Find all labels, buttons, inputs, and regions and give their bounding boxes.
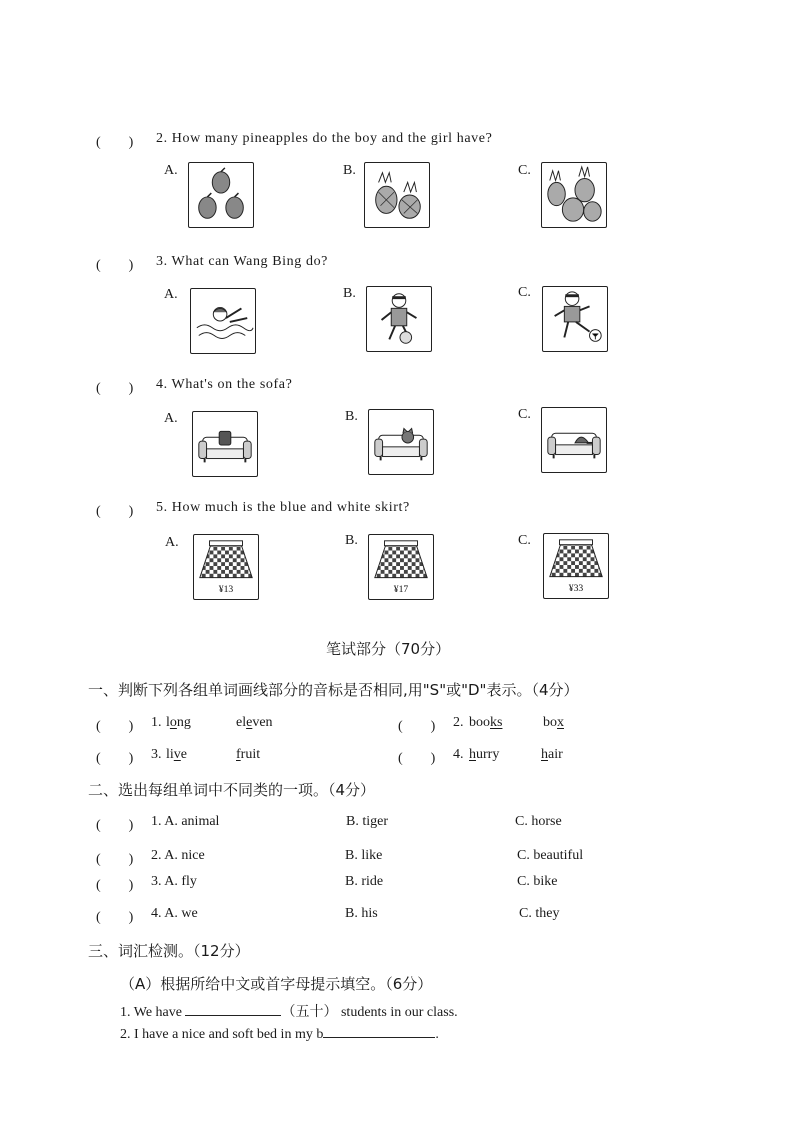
- option-a: 2. A. nice: [151, 848, 205, 863]
- answer-paren[interactable]: ( ): [96, 719, 134, 734]
- answer-paren[interactable]: ( ): [96, 878, 134, 893]
- option-a: 3. A. fly: [151, 874, 197, 889]
- option-a: 1. A. animal: [151, 814, 220, 829]
- option-label: C.: [518, 163, 531, 178]
- option-b: B. like: [345, 848, 383, 863]
- sentence-1: 1. We have （五十） students in our class.: [120, 1004, 458, 1020]
- part3-sub-a: （A）根据所给中文或首字母提示填空。（6分）: [120, 975, 433, 993]
- option-label: C.: [518, 285, 531, 300]
- two-pineapples-icon[interactable]: [364, 162, 430, 228]
- question-text: 4. What's on the sofa?: [156, 377, 293, 392]
- part3-title: 三、词汇检测。（12分）: [88, 942, 250, 960]
- swimming-boy-icon[interactable]: [190, 288, 256, 354]
- answer-paren[interactable]: ( ): [96, 852, 134, 867]
- option-label: C.: [518, 407, 531, 422]
- answer-paren[interactable]: ( ): [398, 751, 436, 766]
- answer-paren[interactable]: ( ): [96, 135, 134, 150]
- option-label: A.: [164, 287, 178, 302]
- answer-blank[interactable]: [185, 1015, 281, 1016]
- option-label: C.: [518, 533, 531, 548]
- price-label: ¥17: [393, 584, 409, 596]
- price-label: ¥33: [568, 583, 584, 595]
- skating-boy-icon[interactable]: [366, 286, 432, 352]
- section-title: 笔试部分（70分）: [326, 640, 451, 658]
- option-c: C. beautiful: [517, 848, 584, 863]
- answer-paren[interactable]: ( ): [398, 719, 436, 734]
- answer-paren[interactable]: ( ): [96, 381, 134, 396]
- item-number: 4.: [453, 747, 464, 762]
- word-pair-1: books: [469, 715, 503, 730]
- checked-skirt-icon[interactable]: [368, 534, 434, 600]
- word-pair-1: long: [166, 715, 191, 730]
- question-text: 5. How much is the blue and white skirt?: [156, 500, 410, 515]
- checked-skirt-icon[interactable]: [193, 534, 259, 600]
- option-c: C. horse: [515, 814, 562, 829]
- answer-paren[interactable]: ( ): [96, 751, 134, 766]
- sentence-2: 2. I have a nice and soft bed in my b .: [120, 1027, 439, 1042]
- answer-paren[interactable]: ( ): [96, 258, 134, 273]
- word-pair-2: eleven: [236, 715, 273, 730]
- option-label: B.: [343, 286, 356, 301]
- part2-title: 二、选出每组单词中不同类的一项。（4分）: [88, 781, 376, 799]
- answer-paren[interactable]: ( ): [96, 818, 134, 833]
- option-label: B.: [345, 533, 358, 548]
- option-label: A.: [164, 411, 178, 426]
- option-label: B.: [343, 163, 356, 178]
- three-pineapples-icon[interactable]: [541, 162, 607, 228]
- part1-title: 一、判断下列各组单词画线部分的音标是否相同,用"S"或"D"表示。（4分）: [88, 681, 579, 699]
- option-b: B. ride: [345, 874, 384, 889]
- price-label: ¥13: [218, 584, 234, 596]
- checked-skirt-icon[interactable]: [543, 533, 609, 599]
- sofa-with-cat-icon[interactable]: [368, 409, 434, 475]
- option-b: B. tiger: [346, 814, 388, 829]
- question-text: 2. How many pineapples do the boy and the girl have?: [156, 131, 493, 146]
- option-label: B.: [345, 409, 358, 424]
- option-c: C. they: [519, 906, 560, 921]
- option-b: B. his: [345, 906, 378, 921]
- sofa-with-bag-icon[interactable]: [192, 411, 258, 477]
- option-c: C. bike: [517, 874, 558, 889]
- option-label: A.: [165, 535, 179, 550]
- mangoes-icon[interactable]: [188, 162, 254, 228]
- word-pair-2: box: [543, 715, 564, 730]
- option-a: 4. A. we: [151, 906, 198, 921]
- answer-paren[interactable]: ( ): [96, 910, 134, 925]
- question-text: 3. What can Wang Bing do?: [156, 254, 328, 269]
- answer-paren[interactable]: ( ): [96, 504, 134, 519]
- sofa-with-cap-icon[interactable]: [541, 407, 607, 473]
- option-label: A.: [164, 163, 178, 178]
- word-pair-1: hurry: [469, 747, 500, 762]
- football-boy-icon[interactable]: [542, 286, 608, 352]
- item-number: 2.: [453, 715, 464, 730]
- word-pair-2: fruit: [236, 747, 261, 762]
- word-pair-1: live: [166, 747, 187, 762]
- word-pair-2: hair: [541, 747, 563, 762]
- item-number: 3.: [151, 747, 162, 762]
- item-number: 1.: [151, 715, 162, 730]
- answer-blank[interactable]: [323, 1037, 435, 1038]
